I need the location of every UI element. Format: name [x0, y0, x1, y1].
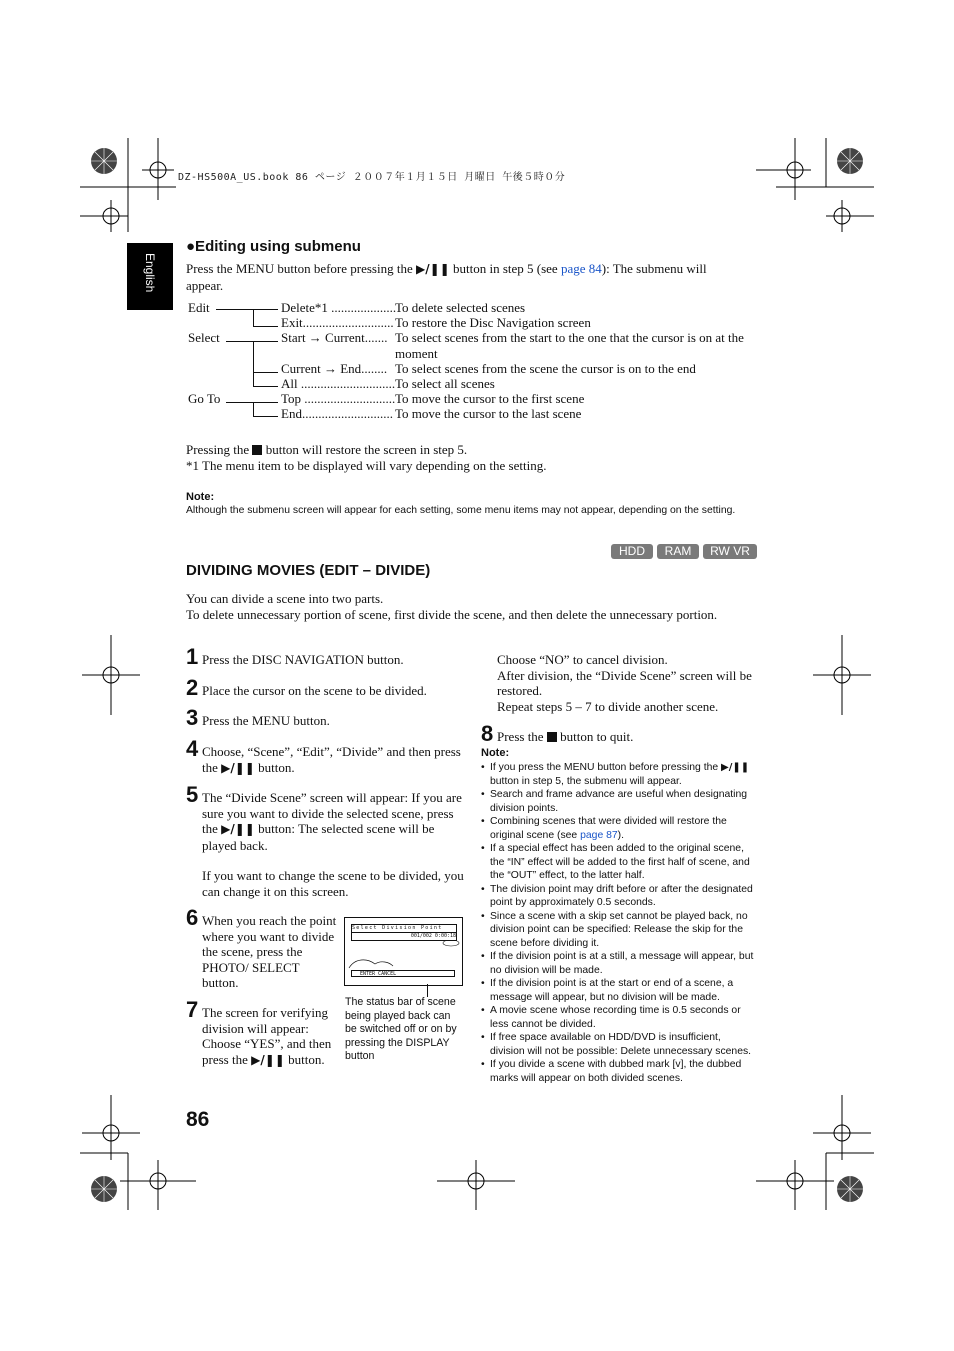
step-1-text: Press the DISC NAVIGATION button. [202, 652, 404, 667]
right-col-continuation: Choose “NO” to cancel division. After division, the “Divide Scene” screen will be restored. Repeat steps 5 – 7 to divide another scene. [497, 652, 752, 714]
menu-group-edit: Edit [188, 300, 210, 315]
play-pause-icon: ▶/❚❚ [221, 760, 255, 775]
pressing-stop-text: Pressing the button will restore the screen in step 5. [186, 442, 468, 457]
play-pause-icon: ▶/❚❚ [721, 762, 750, 773]
language-tab-label: English [143, 253, 157, 293]
step-5-text: The “Divide Scene” screen will appear: If you are sure you want to divide the selected scene, press the ▶/❚❚ button: The selected scene will be played back. If you want to change the scene to be divided, you can change it on this screen. [202, 790, 464, 899]
note-item: • If the division point is at a still, a message will appear, but no division will be made. [481, 950, 756, 977]
step-4-number: 4 [186, 736, 199, 761]
step-6-text: When you reach the point where you want to divide the scene, press the PHOTO/ SELECT button. [202, 913, 337, 990]
screen-caption: The status bar of scene being played back can be switched off or on by pressing the DISPLAY button [345, 996, 457, 1062]
menu-item-exit: Exit............................ [281, 315, 394, 330]
menu-item-all: All ............................. [281, 376, 396, 391]
badge-rw-vr: RW VR [703, 544, 757, 559]
divide-intro: You can divide a scene into two parts. To delete unnecessary portion of scene, first divide the scene, and then delete the unnecessary portion. [186, 591, 718, 622]
note-item: • Combining scenes that were divided will restore the original scene (see page 87). [481, 815, 756, 842]
screen-status-bar: 001/002 0:00:18 [351, 932, 457, 941]
book-header-line: DZ-HS500A_US.book 86 ページ ２００７年１月１５日 月曜日 午後５時０分 [178, 172, 566, 183]
note-item: • Since a scene with a skip set cannot be played back, no division point can be specified: Release the skip for the scene before dividing it. [481, 910, 756, 951]
badge-hdd: HDD [611, 544, 653, 559]
page-number: 86 [186, 1108, 210, 1131]
menu-desc-exit: To restore the Disc Navigation screen [395, 315, 591, 330]
note-item: • If you divide a scene with dubbed mark [v], the dubbed marks will appear on both divided scenes. [481, 1058, 756, 1085]
submenu-note-label: Note: [186, 491, 215, 503]
page-link-87[interactable]: page 87 [580, 829, 618, 841]
page-link-84[interactable]: page 84 [560, 261, 602, 276]
menu-item-end: End............................ [281, 406, 393, 421]
step-7-text: The screen for verifying division will appear: Choose “YES”, and then press the ▶/❚❚ button. [202, 1005, 332, 1067]
menu-item-current-end: Current → End........ [281, 361, 388, 376]
menu-group-goto: Go To [188, 391, 221, 406]
play-pause-icon: ▶/❚❚ [416, 262, 450, 276]
note-item: • A movie scene whose recording time is 0.5 seconds or less cannot be divided. [481, 1004, 756, 1031]
step-2-number: 2 [186, 675, 199, 700]
step-3-number: 3 [186, 705, 199, 730]
divide-screen-illustration [344, 917, 463, 986]
menu-item-top: Top ............................ [281, 391, 396, 406]
screen-title: Select Division Point [351, 924, 457, 933]
menu-item-delete: Delete*1 .................... [281, 300, 397, 315]
scene-sketch-icon [345, 940, 462, 970]
note-item: • If free space available on HDD/DVD is insufficient, division will not be possible: Delete unnecessary scenes. [481, 1031, 756, 1058]
menu-desc-top: To move the cursor to the first scene [395, 391, 585, 406]
play-pause-icon: ▶/❚❚ [221, 822, 255, 836]
submenu-note-text: Although the submenu screen will appear for each setting, some menu items may not appear, depending on the setting. [186, 505, 736, 516]
step-8-number: 8 [481, 721, 494, 746]
play-pause-icon: ▶/❚❚ [251, 1052, 285, 1067]
note-item: • If you press the MENU button before pressing the ▶/❚❚ button in step 5, the submenu will appear. [481, 761, 756, 788]
divide-notes-list [481, 761, 756, 1085]
divide-heading: DIVIDING MOVIES (EDIT – DIVIDE) [186, 562, 431, 579]
submenu-footnote: *1 The menu item to be displayed will vary depending on the setting. [186, 458, 547, 473]
step-6-number: 6 [186, 905, 199, 930]
menu-desc-delete: To delete selected scenes [395, 300, 526, 315]
step-8-text: Press the button to quit. [497, 729, 634, 744]
step-1-number: 1 [186, 644, 199, 669]
step-3-text: Press the MENU button. [202, 713, 330, 728]
step-4-text: Choose, “Scene”, “Edit”, “Divide” and then press the ▶/❚❚ button. [202, 744, 461, 775]
stop-icon [252, 445, 262, 455]
badge-ram: RAM [657, 544, 699, 559]
screen-bottom-bar: ENTER CANCEL [351, 970, 455, 977]
submenu-intro: Press the MENU button before pressing the ▶/❚❚ button in step 5 (see page 84): The submenu will appear. [186, 261, 707, 293]
menu-desc-current-end: To select scenes from the scene the cursor is on to the end [395, 361, 696, 376]
step-7-number: 7 [186, 997, 199, 1022]
menu-desc-start-current: To select scenes from the start to the one that the cursor is on at the moment [395, 330, 744, 361]
stop-icon [547, 732, 557, 742]
note-item: • If a special effect has been added to the original scene, the “IN” effect will be added to the first half of scene, and the “OUT” effect, to the latter half. [481, 842, 756, 883]
step-5-number: 5 [186, 782, 199, 807]
menu-group-select: Select [188, 330, 220, 345]
note-item: • Search and frame advance are useful when designating division points. [481, 788, 756, 815]
submenu-heading: ●Editing using submenu [186, 238, 361, 255]
language-tab [127, 243, 173, 310]
note-item: • If the division point is at the start or end of a scene, a message will appear, but no division will be made. [481, 977, 756, 1004]
menu-desc-all: To select all scenes [395, 376, 495, 391]
menu-desc-end: To move the cursor to the last scene [395, 406, 582, 421]
step-2-text: Place the cursor on the scene to be divided. [202, 683, 427, 698]
note-item: • The division point may drift before or after the designated point by approximately 0.5 seconds. [481, 883, 756, 910]
menu-item-start-current: Start → Current....... [281, 330, 388, 345]
divide-note-label: Note: [481, 747, 510, 759]
